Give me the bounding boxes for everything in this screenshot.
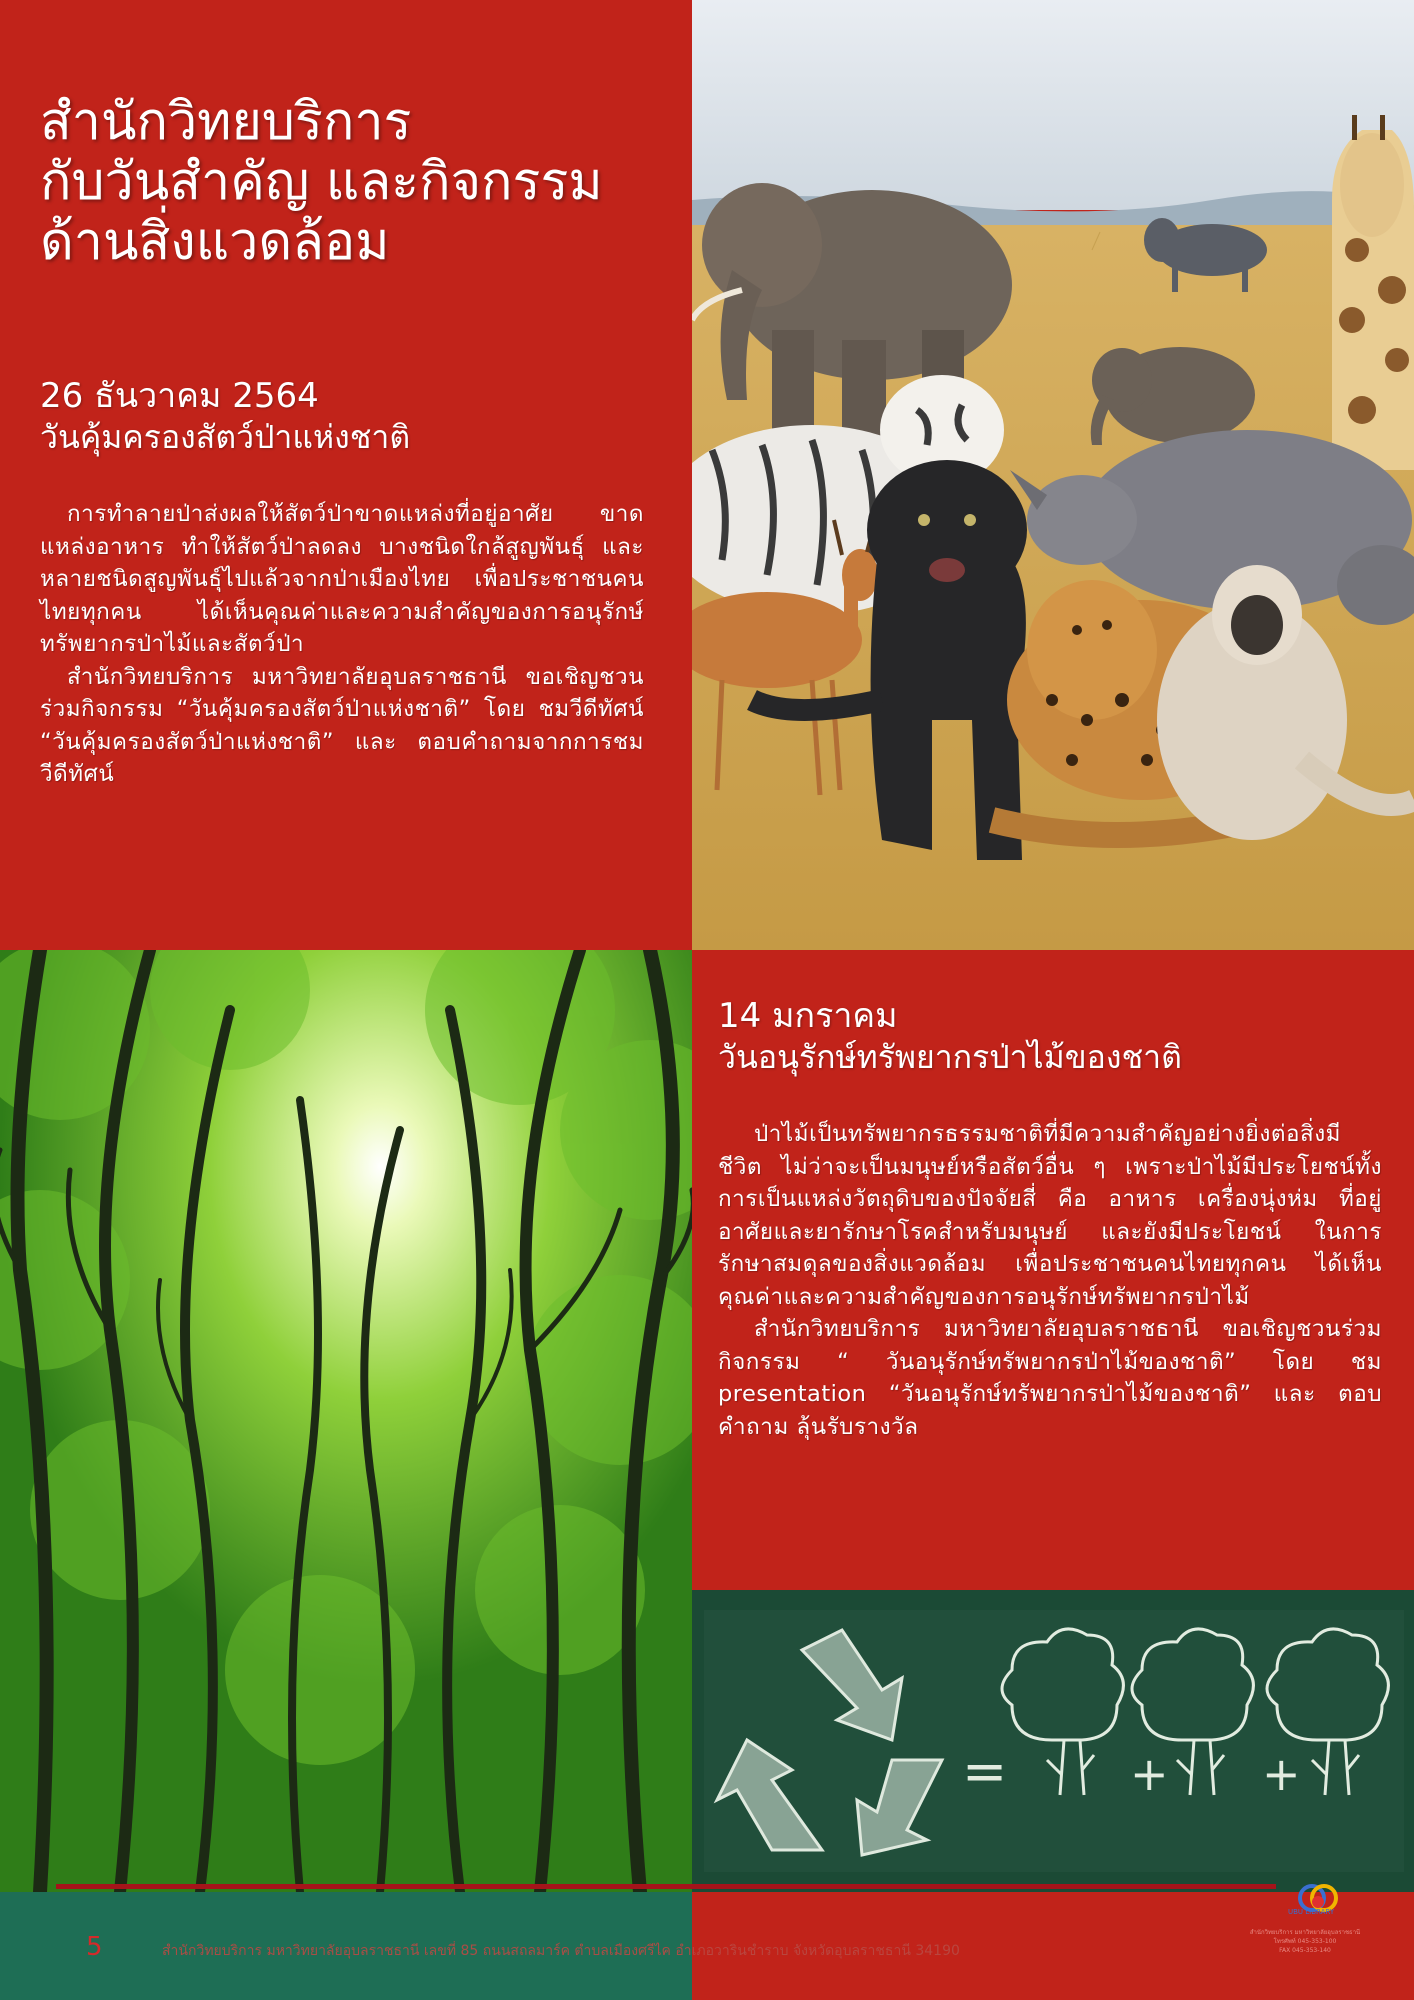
- library-logo-label: UBU LIBRARY: [1288, 1908, 1335, 1916]
- footer-address: สำนักวิทยบริการ มหาวิทยาลัยอุบลราชธานี เลขที่ 85 ถนนสถลมาร์ค ตำบลเมืองศรีไค อำเภอวารินชำราบ จังหวัดอุบลราชธานี 34190: [162, 1943, 960, 1959]
- wildlife-day-date: 26 ธันวาคม 2564: [40, 376, 319, 416]
- forest-day-paragraph-1: ป่าไม้เป็นทรัพยากรธรรมชาติที่มีความสำคัญอย่างยิ่งต่อสิ่งมีชีวิต ไม่ว่าจะเป็นมนุษย์หรือสัตว์อื่น ๆ เพราะป่าไม้มีประโยชน์ทั้งการเป็นแหล่งวัตถุดิบของปัจจัยสี่ คือ อาหาร เครื่องนุ่งห่ม ที่อยู่อาศัยและยารักษาโรคสำหรับมนุษย์ และยังมีประโยชน์ ในการรักษาสมดุลของสิ่งแวดล้อม เพื่อประชาชนคนไทยทุกคน ได้เห็นคุณค่าและความสำคัญของการอนุรักษ์ทรัพยากรป่าไม้: [718, 1121, 1382, 1310]
- wildlife-day-body: [40, 498, 644, 791]
- equals-sign: =: [962, 1740, 1008, 1803]
- wildlife-day-paragraph-2: สำนักวิทยบริการ มหาวิทยาลัยอุบลราชธานี ขอเชิญชวนร่วมกิจกรรม “วันคุ้มครองสัตว์ป่าแห่งชาติ” โดย ชมวีดีทัศน์ “วันคุ้มครองสัตว์ป่าแห่งชาติ” และ ตอบคำถามจากการชมวีดีทัศน์: [40, 663, 644, 787]
- forest-day-heading: วันอนุรักษ์ทรัพยากรป่าไม้ของชาติ: [718, 1038, 1182, 1076]
- giraffe-figure: [1332, 115, 1414, 470]
- footer-contact: [1200, 1928, 1410, 1955]
- forest-day-panel: [692, 950, 1414, 1590]
- title-line-3: ด้านสิ่งแวดล้อม: [40, 212, 390, 272]
- wildlife-day-section: [40, 376, 644, 791]
- page-title: [40, 92, 680, 272]
- page-number: 5: [86, 1932, 103, 1962]
- forest-day-section: [718, 996, 1382, 1443]
- chalkboard-illustration: [692, 1590, 1414, 1892]
- wildlife-illustration: [692, 0, 1414, 950]
- wildlife-day-heading: วันคุ้มครองสัตว์ป่าแห่งชาติ: [40, 418, 411, 456]
- forest-day-body: [718, 1118, 1382, 1443]
- wildlife-day-panel: [0, 0, 692, 950]
- title-line-2: กับวันสำคัญ และกิจกรรม: [40, 152, 603, 212]
- wildlife-day-paragraph-1: การทำลายป่าส่งผลให้สัตว์ป่าขาดแหล่งที่อยู่อาศัย ขาดแหล่งอาหาร ทำให้สัตว์ป่าลดลง บางชนิดใกล้สูญพันธุ์ และหลายชนิดสูญพันธุ์ไปแล้วจากป่าเมืองไทย เพื่อประชาชนคนไทยทุกคน ได้เห็นคุณค่าและความสำคัญของการอนุรักษ์ทรัพยากรป่าไม้และสัตว์ป่า: [40, 501, 644, 657]
- forest-illustration: [0, 950, 692, 1892]
- forest-day-paragraph-2: สำนักวิทยบริการ มหาวิทยาลัยอุบลราชธานี ขอเชิญชวนร่วมกิจกรรม “ วันอนุรักษ์ทรัพยากรป่าไม้ของชาติ” โดย ชม presentation “วันอนุรักษ์ทรัพยากรป่าไม้ของชาติ” และ ตอบคำถาม ลุ้นรับรางวัล: [718, 1316, 1382, 1440]
- footer-divider: [56, 1884, 1276, 1889]
- title-line-1: สำนักวิทยบริการ: [40, 92, 412, 152]
- plus-sign-2: +: [1262, 1747, 1301, 1801]
- footer-contact-line: สำนักวิทยบริการ มหาวิทยาลัยอุบลราชธานี: [1249, 1929, 1361, 1936]
- footer-contact-line: FAX 045-353-140: [1279, 1947, 1331, 1954]
- plus-sign-1: +: [1130, 1747, 1169, 1801]
- footer-contact-line: โทรศัพท์ 045-353-100: [1273, 1938, 1337, 1945]
- forest-day-date: 14 มกราคม: [718, 996, 898, 1036]
